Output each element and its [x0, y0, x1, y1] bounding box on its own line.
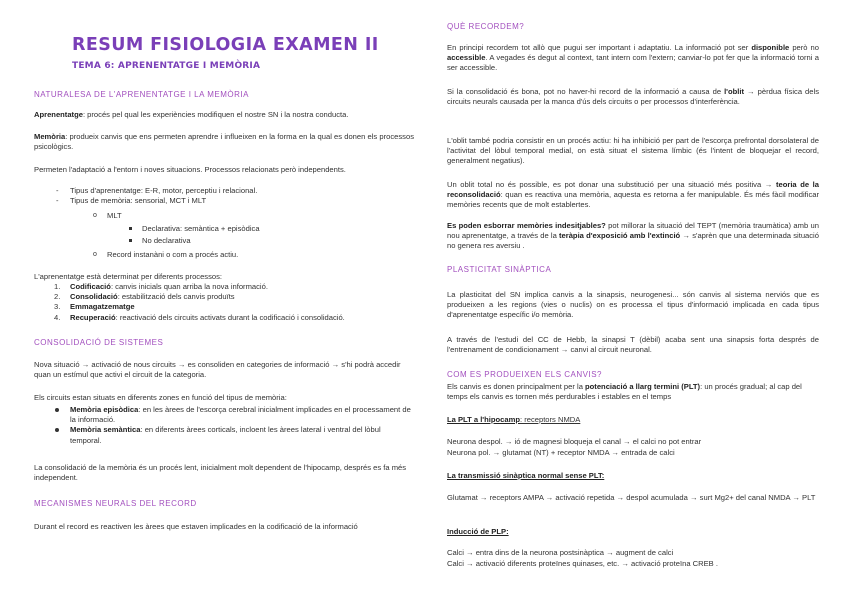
- section-heading: CONSOLIDACIÓ DE SISTEMES: [34, 338, 164, 347]
- sublist: [107, 211, 122, 221]
- section-heading: COM ES PRODUEIXEN ELS CANVIS?: [447, 370, 602, 379]
- list-item: - Tipus d'aprenentatge: E-R, motor, perceptiu i relacional.: [70, 186, 414, 196]
- list-item: o Record instanàni o com a procés actiu.: [107, 250, 238, 260]
- paragraph: Els circuits estan situats en diferents zones en funció del tipus de memòria:: [34, 393, 287, 402]
- line: Glutamat → receptors AMPA → activació repetida → despol acumulada → surt Mg2+ del canal NMDA → PLT: [447, 493, 816, 502]
- paragraph: A través de l'estudi del CC de Hebb, la sinapsi T (dèbil) acaba sent una sinapsis forta després de l'entrenament de condicionament → canvi al circuit neuronal.: [447, 335, 819, 355]
- ordered-list: [54, 282, 414, 323]
- paragraph: Si la consolidació és bona, pot no haver-hi record de la informació a causa de l'oblit → pèrdua física dels circuits neurals causada per la manca d'ús dels circuits o per processos d'interferència.: [447, 87, 819, 107]
- paragraph: La plasticitat del SN implica canvis a la sinapsis, neurogenesi... són canvis al sistema nerviós que es produeixen a les regions (vies o nuclis) on es processa el tipus d'informació implicada en cada tipus d'aprenentatge específic i/o memòria.: [447, 290, 819, 320]
- subheading: Inducció de PLP:: [447, 527, 509, 536]
- paragraph: Memòria: produeix canvis que ens permeten aprendre i influeixen en la forma en la qual es donen els processos psicològics.: [34, 132, 414, 152]
- list-item: Memòria semàntica: en diferents àrees corticals, incloent les àrees lateral i ventral del lòbul temporal.: [70, 425, 414, 445]
- section-heading: QUÈ RECORDEM?: [447, 22, 525, 31]
- paragraph: Durant el record es reactiven les àrees que estaven implicades en la codificació de la informació: [34, 522, 358, 531]
- section-heading: PLASTICITAT SINÀPTICA: [447, 265, 552, 274]
- paragraph: Els canvis es donen principalment per la potenciació a llarg termini (PLT): un procés gradual; al cap del temps els canvis es tornen més perdurables i estables en el temps: [447, 382, 802, 402]
- list-item: 1. Codificació: canvis inicials quan arriba la nova informació.: [54, 282, 268, 291]
- subheading: La transmissió sinàptica normal sense PLT:: [447, 471, 605, 480]
- line: Calci → entra dins de la neurona postsinàptica → augment de calci: [447, 548, 674, 557]
- section-heading: NATURALESA DE L'APRENENTATGE I LA MEMÒRIA: [34, 90, 249, 99]
- line: Neurona despol. → ió de magnesi bloqueja el canal → el calci no pot entrar: [447, 437, 702, 446]
- list-item: o MLT: [107, 211, 122, 221]
- list-item: 3. Emmagatzematge: [54, 302, 135, 312]
- section-heading: MECANISMES NEURALS DEL RECORD: [34, 499, 197, 508]
- paragraph: Permeten l'adaptació a l'entorn i noves situacions. Processos relacionats però independents.: [34, 165, 346, 174]
- paragraph: En principi recordem tot allò que pugui ser important i adaptatiu. La informació pot ser disponible però no accessible. A vegades és degut al context, tant intern com l'extern; canviar-lo pot fer que la informació torni a ser accessible.: [447, 43, 819, 73]
- list: [70, 405, 414, 446]
- page-title: RESUM FISIOLOGIA EXAMEN II: [72, 35, 379, 55]
- paragraph: Es poden esborrar memòries indesitjables? pot millorar la situació del TEPT (memòria traumàtica) amb un nou aprenentatge, a través de la teràpia d'exposició amb l'extinció → s'aprèn que una determinada situació no genera res aversiu .: [447, 221, 819, 251]
- list-item: No declarativa: [142, 236, 260, 246]
- page-subtitle: TEMA 6: APRENENTATGE I MEMÒRIA: [72, 61, 261, 71]
- list-item: 4. Recuperació: reactivació dels circuits activats durant la codificació i consolidació.: [54, 312, 345, 322]
- paragraph: Un oblit total no és possible, es pot donar una substitució per una situació més positiva → teoria de la reconsolidació: quan es reactiva una memòria, aquesta es retorna a fer manipulable. És més fàcil modificar memòries recents que de molt establertes.: [447, 180, 820, 210]
- sublist: [107, 250, 238, 260]
- paragraph: La consolidació de la memòria és un procés lent, inicialment molt dependent de l'hipocamp, després es fa més independent.: [34, 463, 407, 483]
- paragraph: Nova situació → activació de nous circuits → es consoliden en categories de informació → s'hi podrà accedir quan un estímul que activi el circuit de la categoria.: [34, 360, 401, 380]
- paragraph: L'oblit també podria consistir en un procés actiu: hi ha inhibició per part de l'escorça prefrontal dorsolateral de l'activitat del lòbul temporal medial, on està situat el sistema límbic (és l'intent de bloquejar el record, generalment negatius).: [447, 136, 819, 166]
- list: [70, 186, 414, 206]
- sublist: [142, 224, 260, 246]
- list-item: - Tipus de memòria: sensorial, MCT i MLT: [70, 196, 414, 206]
- list-item: Memòria episòdica: en les àrees de l'escorça cerebral inicialment implicades en el processament de la informació.: [70, 405, 414, 425]
- line: Neurona pol. → glutamat (NT) + receptor NMDA → entrada de calci: [447, 448, 675, 457]
- line: Calci → activació diferents proteïnes quinases, etc. → activació proteïna CREB .: [447, 559, 718, 568]
- list-item: 2. Consolidació: estabilització dels canvis produïts: [54, 292, 235, 302]
- paragraph: Aprenentatge: procés pel qual les experiències modifiquen el nostre SN i la nostra conducta.: [34, 110, 349, 119]
- list-item: Declarativa: semàntica + episòdica: [142, 224, 260, 233]
- subheading: La PLT a l'hipocamp: receptors NMDA: [447, 415, 581, 424]
- paragraph: L'aprenentatge està determinat per diferents processos:: [34, 272, 223, 281]
